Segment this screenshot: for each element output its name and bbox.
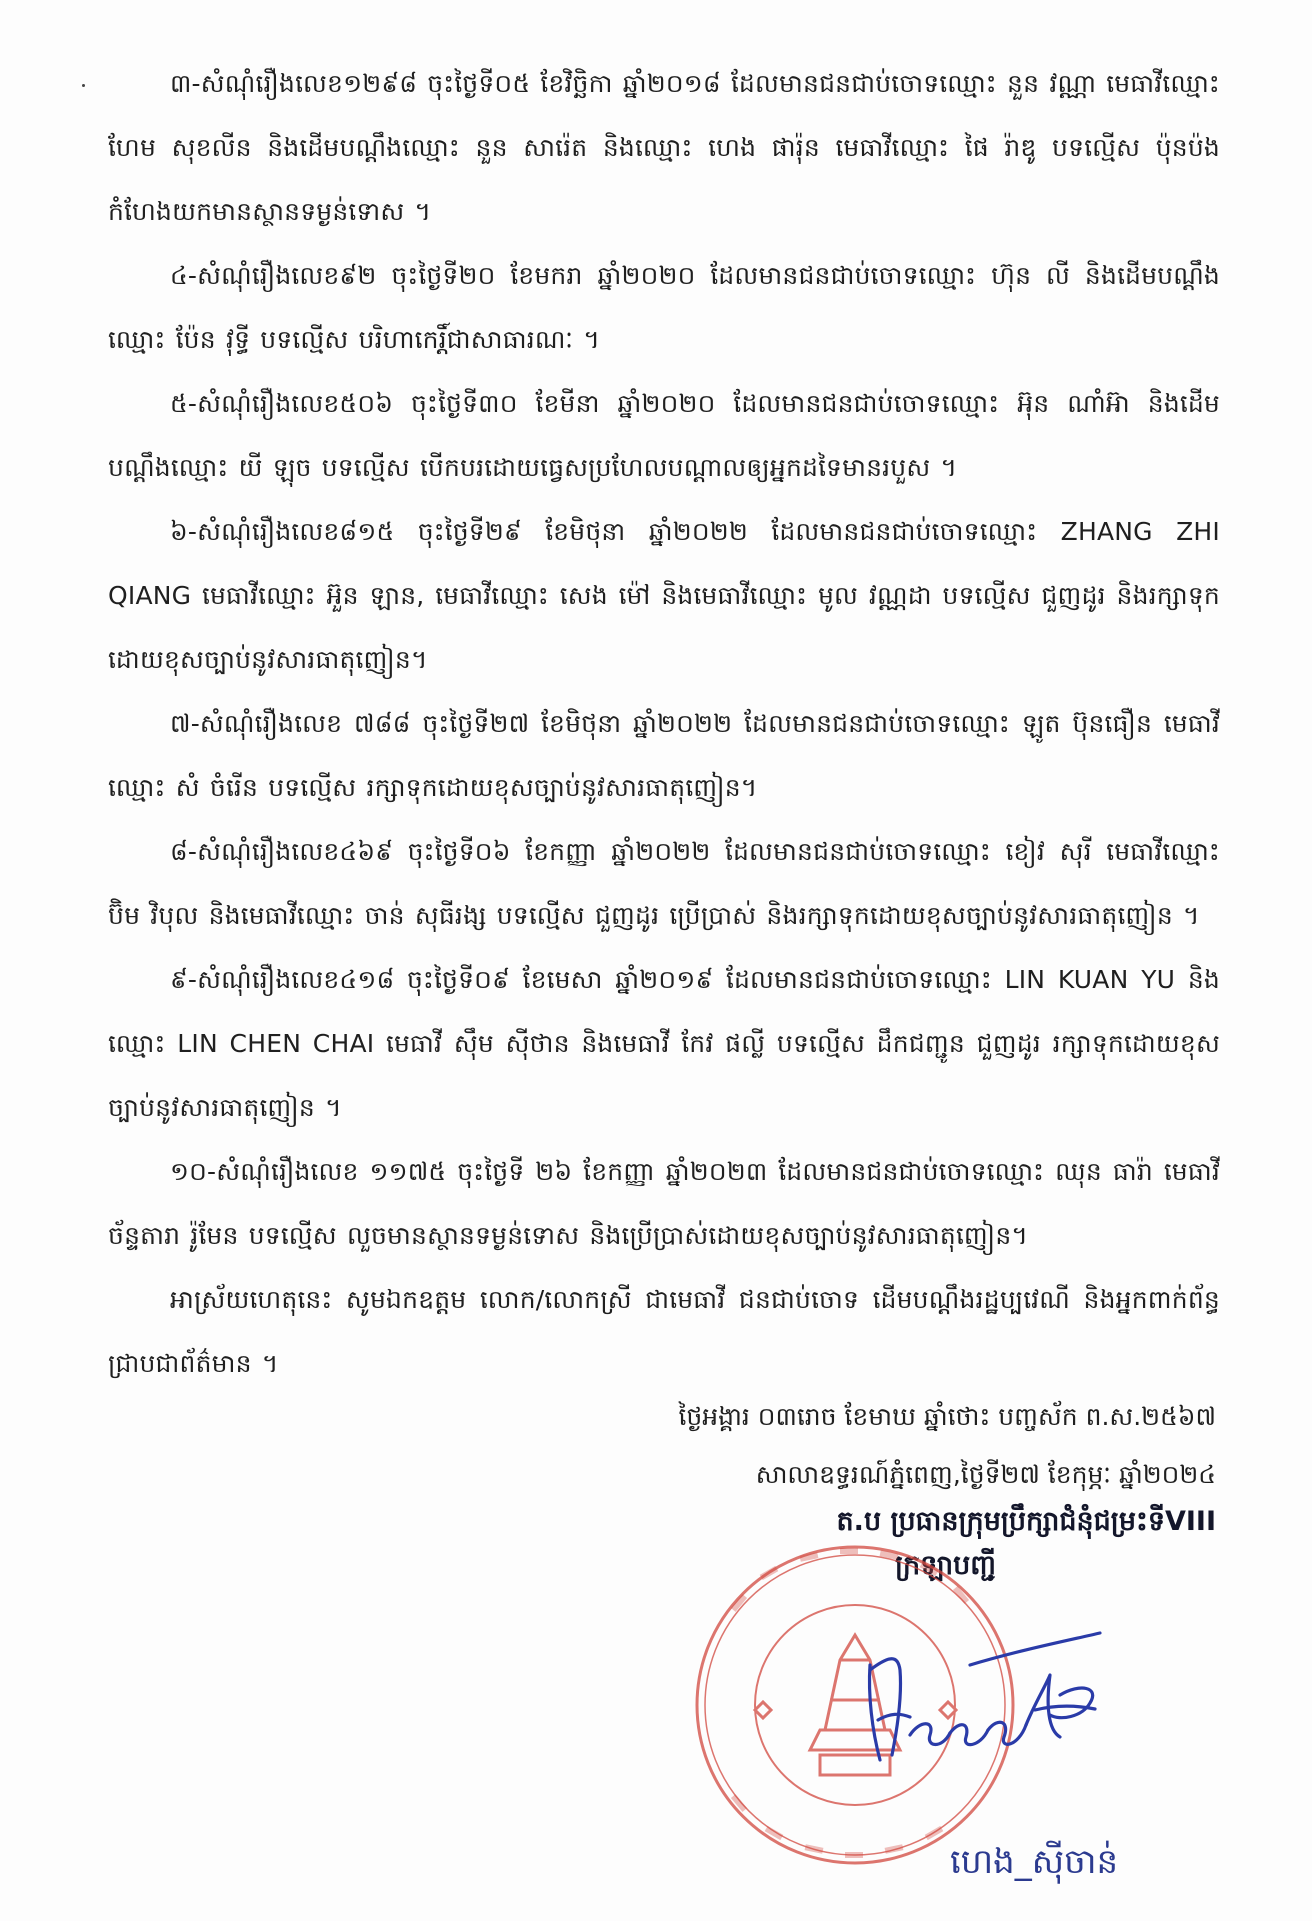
paragraph-case-7: ៧-សំណុំរឿងលេខ ៧៨៨ ចុះថ្ងៃទី២៧ ខែមិថុនា ឆ្នាំ២០២២ ដែលមានជនជាប់ចោទឈ្មោះ ឡូត ប៊ុនធឿន មេធាវីឈ្មោះ សំ ចំរើន បទល្មើស រក្សាទុកដោយខុសច្បាប់នូវសារធាតុញៀន។ [108, 709, 1220, 802]
paragraph-conclusion: អាស្រ័យហេតុនេះ សូមឯកឧត្តម លោក/លោកស្រី ជាមេធាវី ជនជាប់ចោទ ដើមបណ្តឹងរដ្ឋប្បវេណី និងអ្នកពាក់ព័ន្ធ ជ្រាបជាព័ត៌មាន ។ [108, 1285, 1220, 1378]
signer-name: ហេង_ស៊ីចាន់ [950, 1842, 1119, 1882]
paragraph-case-5: ៥-សំណុំរឿងលេខ៥០៦ ចុះថ្ងៃទី៣០ ខែមីនា ឆ្នាំ២០២០ ដែលមានជនជាប់ចោទឈ្មោះ អ៊ុន ណាំអ៊ា និងដើមបណ្តឹងឈ្មោះ យី ឡុច បទល្មើស បើកបរដោយធ្វេសប្រហែលបណ្តាលឲ្យអ្នកដទៃមានរបួស ។ [108, 389, 1220, 482]
paragraph-case-10: ១០-សំណុំរឿងលេខ ១១៧៥ ចុះថ្ងៃទី ២៦ ខែកញ្ញា ឆ្នាំ២០២៣ ដែលមានជនជាប់ចោទឈ្មោះ ឈុន ធារ៉ា មេធាវី ច័ន្ទតារា រ៉ូមែន បទល្មើស លួចមានស្ថានទម្ងន់ទោស និងប្រើប្រាស់ដោយខុសច្បាប់នូវសារធាតុញៀន។ [108, 1157, 1220, 1250]
paragraph-case-9: ៩-សំណុំរឿងលេខ៤១៨ ចុះថ្ងៃទី០៩ ខែមេសា ឆ្នាំ២០១៩ ដែលមានជនជាប់ចោទឈ្មោះ LIN KUAN YU និងឈ្មោះ LIN CHEN CHAI មេធាវី ស៊ឹម ស៊ីថាន និងមេធាវី កែវ ផល្លី បទល្មើស ដឹកជញ្ជូន ជួញដូរ រក្សាទុកដោយខុសច្បាប់នូវសារធាតុញៀន ។ [108, 965, 1220, 1122]
paragraph-case-3: ៣-សំណុំរឿងលេខ១២៩៨ ចុះថ្ងៃទី០៥ ខែវិច្ឆិកា ឆ្នាំ២០១៨ ដែលមានជនជាប់ចោទឈ្មោះ នួន វណ្ណា មេធាវីឈ្មោះ ហែម សុខលីន និងដើមបណ្តឹងឈ្មោះ នួន សារ៉េត និងឈ្មោះ ហេង ផារ៉ុន មេធាវីឈ្មោះ ផៃ រ៉ាឌូ បទល្មើស ប៉ុនប៉ងកំហែងយកមានស្ថានទម្ងន់ទោស ។ [108, 69, 1220, 226]
scan-speck [82, 84, 85, 87]
lunar-date: ថ្ងៃអង្គារ ០៣រោច ខែមាឃ ឆ្នាំថោះ បញ្ចស័ក ព.ស.២៥៦៧ [678, 1402, 1216, 1431]
signer-title: ត.ប ប្រធានក្រុមប្រឹក្សាជំនុំជម្រះទីVIII [836, 1506, 1216, 1537]
paragraph-case-6: ៦-សំណុំរឿងលេខ៨១៥ ចុះថ្ងៃទី២៩ ខែមិថុនា ឆ្នាំ២០២២ ដែលមានជនជាប់ចោទឈ្មោះ ZHANG ZHI QIANG មេធាវីឈ្មោះ អ៊ួន ឡាន, មេធាវីឈ្មោះ សេង ម៉ៅ និងមេធាវីឈ្មោះ មូល វណ្ណដា បទល្មើស ជួញដូរ និងរក្សាទុកដោយខុសច្បាប់នូវសារធាតុញៀន។ [108, 517, 1220, 674]
solar-date-location: សាលាឧទ្ធរណ៍ភ្នំពេញ,ថ្ងៃទី២៧ ខែកុម្ភៈ ឆ្នាំ២០២៤ [755, 1460, 1216, 1489]
signature-icon [850, 1625, 1110, 1775]
paragraph-case-8: ៨-សំណុំរឿងលេខ៤៦៩ ចុះថ្ងៃទី០៦ ខែកញ្ញា ឆ្នាំ២០២២ ដែលមានជនជាប់ចោទឈ្មោះ ខៀវ សុរី មេធាវីឈ្មោះ ប៊ិម វិបុល និងមេធាវីឈ្មោះ ចាន់ សុធីរង្ស បទល្មើស ជួញដូរ ប្រើប្រាស់ និងរក្សាទុកដោយខុសច្បាប់នូវសារធាតុញៀន ។ [108, 837, 1220, 930]
document-body [108, 52, 1220, 1396]
paragraph-case-4: ៤-សំណុំរឿងលេខ៩២ ចុះថ្ងៃទី២០ ខែមករា ឆ្នាំ២០២០ ដែលមានជនជាប់ចោទឈ្មោះ ហ៊ុន លី និងដើមបណ្តឹងឈ្មោះ ប៉ែន វុទ្ធី បទល្មើស បរិហាកេរ្តិ៍ជាសាធារណៈ ។ [108, 261, 1220, 354]
date-block [678, 1388, 1216, 1504]
signer-role: ក្រឡាបញ្ជី [895, 1550, 996, 1581]
